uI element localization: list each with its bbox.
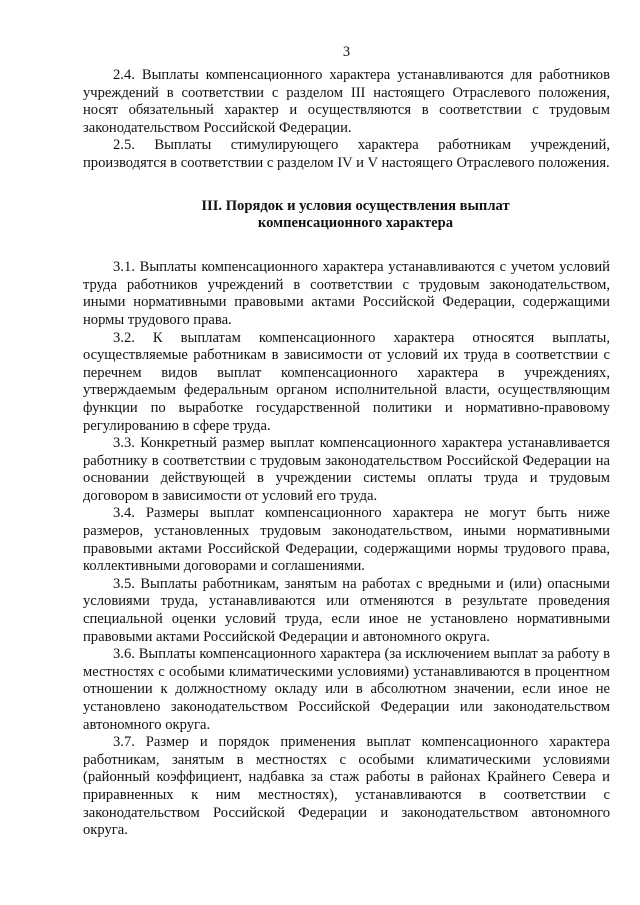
paragraph-3-2: 3.2. К выплатам компенсационного характера относятся выплаты, осуществляемые работникам в зависимости от условий их труда в соответствии с перечнем видов выплат компенсационного характера в учреждениях, утверждаемым федеральным органом исполнительной власти, осуществляющим функции по выработке государственной политики и нормативно-правовому регулированию в сфере труда. xyxy=(83,329,610,434)
paragraph-3-6: 3.6. Выплаты компенсационного характера (за исключением выплат за работу в местностях с особыми климатическими условиями) устанавливаются в процентном отношении к должностному окладу или в абсолютном значении, если иное не установлено законодательством Российской Федерации или законодательством автономного округа. xyxy=(83,646,610,733)
paragraph-3-1: 3.1. Выплаты компенсационного характера устанавливаются с учетом условий труда работников учреждений в соответствии с трудовым законодательством, иными нормативными правовыми актами Российской Федерации, содержащими нормы трудового права. xyxy=(83,259,610,328)
paragraph-3-5: 3.5. Выплаты работникам, занятым на работах с вредными и (или) опасными условиями труда, устанавливаются или отменяются в результате проведения специальной оценки условий труда, если иное не установлено нормативными правовыми актами Российской Федерации и автономного округа. xyxy=(83,575,610,645)
paragraph-3-3: 3.3. Конкретный размер выплат компенсационного характера устанавливается работнику в соответствии с трудовым законодательством Российской Федерации на основании действующей в учреждении системы оплаты труда и трудовым договором в зависимости от условий его труда. xyxy=(83,435,610,504)
paragraph-2-5: 2.5. Выплаты стимулирующего характера работникам учреждений, производятся в соответствии с разделом IV и V настоящего Отраслевого положения. xyxy=(83,137,610,171)
page-number: 3 xyxy=(342,44,351,60)
section-heading-line-1: III. Порядок и условия осуществления выплат xyxy=(201,197,510,214)
paragraph-3-7: 3.7. Размер и порядок применения выплат компенсационного характера работникам, занятым в местностях с особыми климатическими условиями (районный коэффициент, надбавка за стаж работы в районах Крайнего Севера и приравненных к ним местностях), устанавливаются в соответствии с законодательством Российской Федерации и законодательством автономного округа. xyxy=(83,734,610,839)
spacer xyxy=(83,233,610,259)
section-heading xyxy=(83,198,610,234)
paragraph-2-4: 2.4. Выплаты компенсационного характера устанавливаются для работников учреждений в соответствии с разделом III настоящего Отраслевого положения, носят обязательный характер и осуществляются в соответствии с трудовым законодательством Российской Федерации. xyxy=(83,67,610,136)
document-body xyxy=(83,67,610,840)
section-heading-line-2: компенсационного характера xyxy=(257,215,454,232)
spacer xyxy=(83,173,610,198)
paragraph-3-4: 3.4. Размеры выплат компенсационного характера не могут быть ниже размеров, установленных трудовым законодательством, иными нормативными правовыми актами Российской Федерации, содержащими нормы трудового права, коллективными договорами и соглашениями. xyxy=(83,505,610,575)
